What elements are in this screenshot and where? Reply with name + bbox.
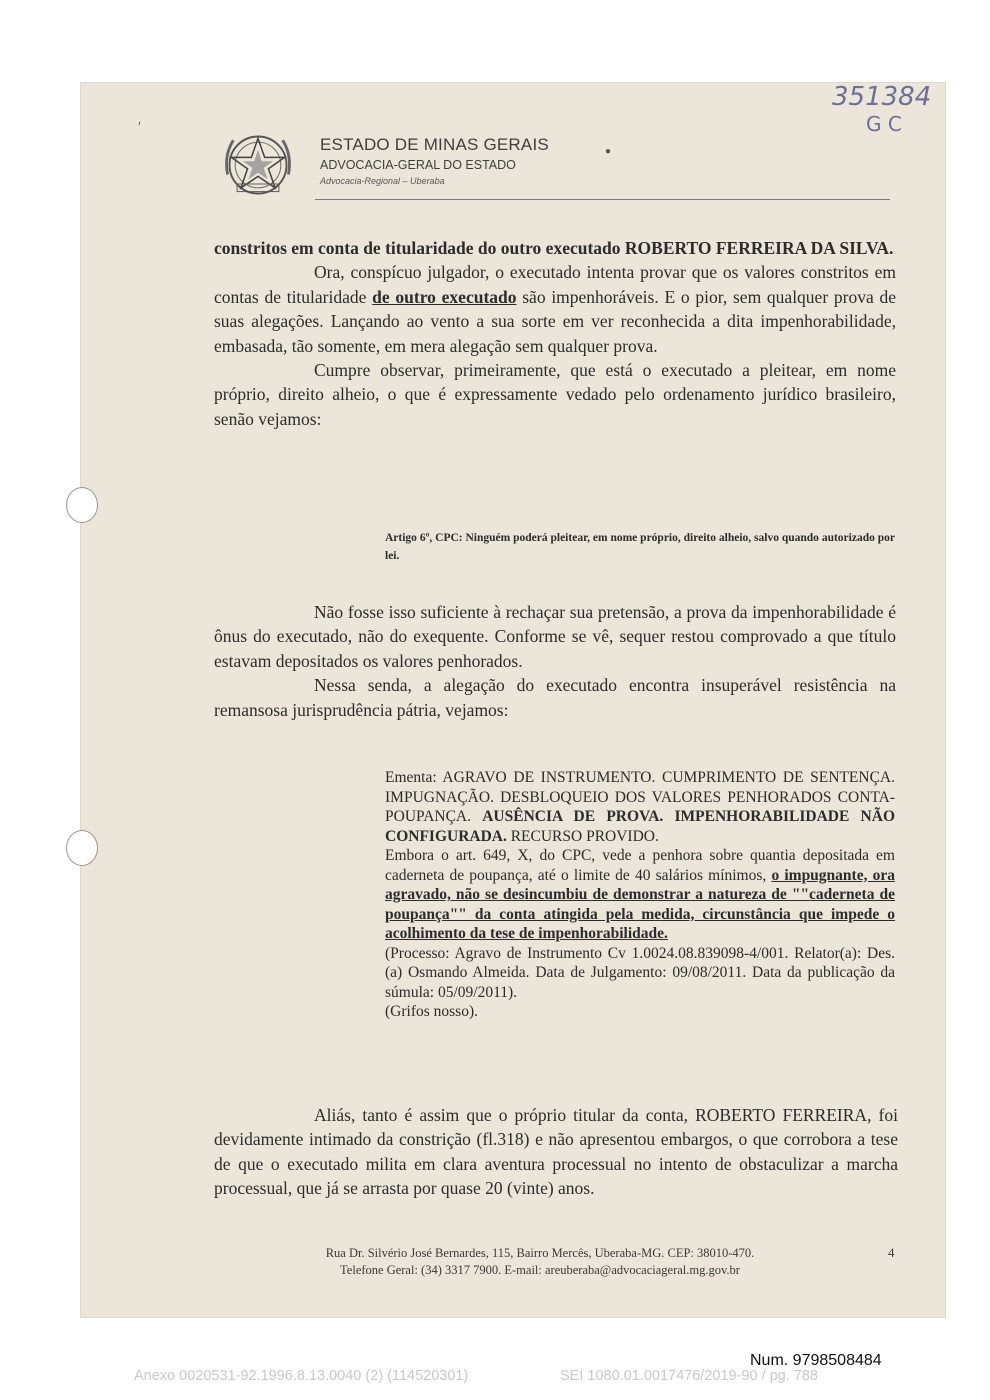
paragraph-6: Aliás, tanto é assim que o próprio titular da conta, ROBERTO FERREIRA, foi devidamente intimado da constrição (fl.318) e não apresentou embargos, o que corrobora a tese de que o executado milita em clara aventura processual no intento de obstaculizar a marcha processual, que já se arrasta por quase 20 (vinte) anos. — [214, 1105, 898, 1199]
header-subtitle: ADVOCACIA-GERAL DO ESTADO — [320, 158, 516, 172]
punch-hole-bottom — [66, 830, 98, 866]
scan-mark: ′ — [138, 120, 142, 135]
body-section-3 — [214, 1103, 898, 1201]
coat-of-arms-icon — [220, 127, 296, 203]
header-divider — [315, 199, 890, 200]
body-section-1 — [214, 236, 896, 431]
anexo-reference: Anexo 0020531-92.1996.8.13.0040 (2) (114520301) — [134, 1368, 469, 1384]
paragraph-5: Nessa senda, a alegação do executado encontra insuperável resistência na remansosa jurisprudência pátria, vejamos: — [214, 675, 896, 720]
ementa-lead: Ementa: AGRAVO DE INSTRUMENTO. CUMPRIMENTO DE SENTENÇA. IMPUGNAÇÃO. DESBLOQUEIO DOS VALORES PENHORADOS CONTA-POUPANÇA. — [385, 769, 895, 825]
stamp-number: 351384 — [832, 82, 932, 112]
ementa-body — [385, 846, 895, 944]
header-title: ESTADO DE MINAS GERAIS — [320, 135, 549, 154]
page-footer — [250, 1245, 830, 1279]
punch-hole-top — [66, 487, 98, 523]
body-section-2 — [214, 600, 896, 722]
paragraph-2-text-end: são impenhoráveis. E o pior, sem qualquer prova de suas alegações. Lançando ao vento a sua sorte em ver reconhecida a dita impenhorabilidade, embasada, tão somente, em mera alegação sem qualquer prova. — [214, 286, 896, 356]
ementa-bold: AUSÊNCIA DE PROVA. IMPENHORABILIDADE NÃO CONFIGURADA. — [385, 808, 896, 845]
sei-reference: SEI 1080.01.0017476/2019-90 / pg. 788 — [560, 1368, 818, 1384]
paragraph-4: Não fosse isso suficiente à rechaçar sua pretensão, a prova da impenhorabilidade é ônus do executado, não do exequente. Conforme se vê, sequer restou comprovado a que título estavam depositados os valores penhorados. — [214, 602, 896, 671]
ementa-tail: RECURSO PROVIDO. — [506, 827, 659, 845]
scanned-page — [80, 82, 946, 1318]
quote-cpc: Artigo 6º, CPC: Ninguém poderá pleitear, em nome próprio, direito alheio, salvo quando autorizado por lei. — [385, 532, 895, 562]
paragraph-2-emphasis: de outro executado — [372, 286, 517, 307]
paragraph-3: Cumpre observar, primeiramente, que está o executado a pleitear, em nome próprio, direito alheio, o que é expressamente vedado pelo ordenamento jurídico brasileiro, senão vejamos: — [214, 360, 896, 429]
page-number: 4 — [888, 1245, 895, 1260]
ementa-grifos: (Grifos nosso). — [385, 1003, 478, 1020]
paragraph-2-text: Ora, conspícuo julgador, o executado intenta provar que os valores constritos em contas de titularidade — [214, 262, 896, 307]
paragraph-lead: constritos em conta de titularidade do outro executado ROBERTO FERREIRA DA SILVA. — [214, 238, 894, 258]
ementa-text: Embora o art. 649, X, do CPC, vede a penhora sobre quantia depositada em caderneta de poupança, até o limite de 40 salários mínimos, — [385, 847, 895, 884]
quote-ementa — [385, 768, 895, 1022]
footer-address: Rua Dr. Silvério José Bernardes, 115, Bairro Mercês, Uberaba-MG. CEP: 38010-470. — [325, 1246, 755, 1260]
paragraph-2 — [214, 260, 896, 358]
stamp-letters: G C — [866, 112, 902, 136]
ementa-citation: (Processo: Agravo de Instrumento Cv 1.0024.08.839098-4/001. Relator(a): Des.(a) Osmando Almeida. Data de Julgamento: 09/08/2011. Data da publicação da súmula: 05/09/2011). — [385, 944, 895, 1001]
footer-contact: Telefone Geral: (34) 3317 7900. E-mail: areuberaba@advocaciageral.mg.gov.br — [340, 1263, 740, 1277]
scan-mark: ● — [605, 146, 612, 157]
ementa-header — [385, 768, 895, 846]
ementa-underlined: o impugnante, ora agravado, não se desincumbiu de demonstrar a natureza de ""caderneta de poupança"" da conta atingida pela medida, circunstância que impede o acolhimento da tese de impenhorabilidade. — [385, 866, 895, 942]
document-number: Num. 9798508484 — [750, 1352, 882, 1369]
header-regional: Advocacia-Regional – Uberaba — [320, 176, 445, 186]
